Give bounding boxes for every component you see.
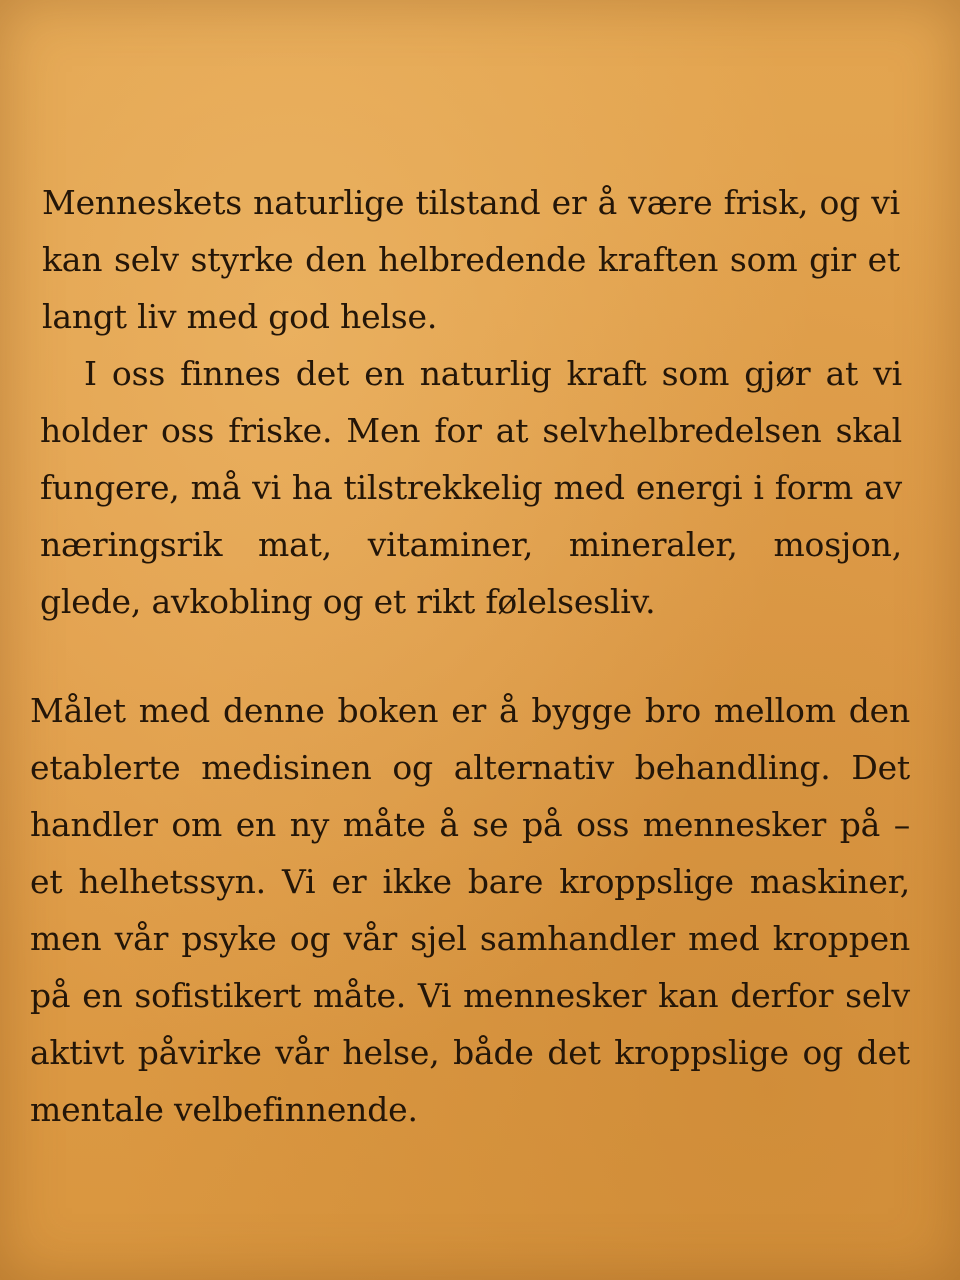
body-paragraph-indented: I oss finnes det en naturlig kraft som gjør at vi holder oss friske. Men for at selvhelbredelsen skal fungere, må vi ha tilstrekkelig med energi i form av næringsrik mat, vitaminer, mineraler, mosjon, glede, avkobling og et rikt følelsesliv. [40, 354, 902, 621]
intro-paragraph: Menneskets naturlige tilstand er å være frisk, og vi kan selv styrke den helbredende kraften som gir et langt liv med god helse. [42, 183, 900, 336]
book-purpose-paragraph: Målet med denne boken er å bygge bro mellom den etablerte medisinen og alternativ behandling. Det handler om en ny måte å se på oss mennesker på – et helhetssyn. Vi er ikke bare kroppslige maskiner, men vår psyke og vår sjel samhandler med kroppen på en sofistikert måte. Vi mennesker kan derfor selv aktivt påvirke vår helse, både det kroppslige og det mentale velbefinnende. [30, 691, 910, 1129]
